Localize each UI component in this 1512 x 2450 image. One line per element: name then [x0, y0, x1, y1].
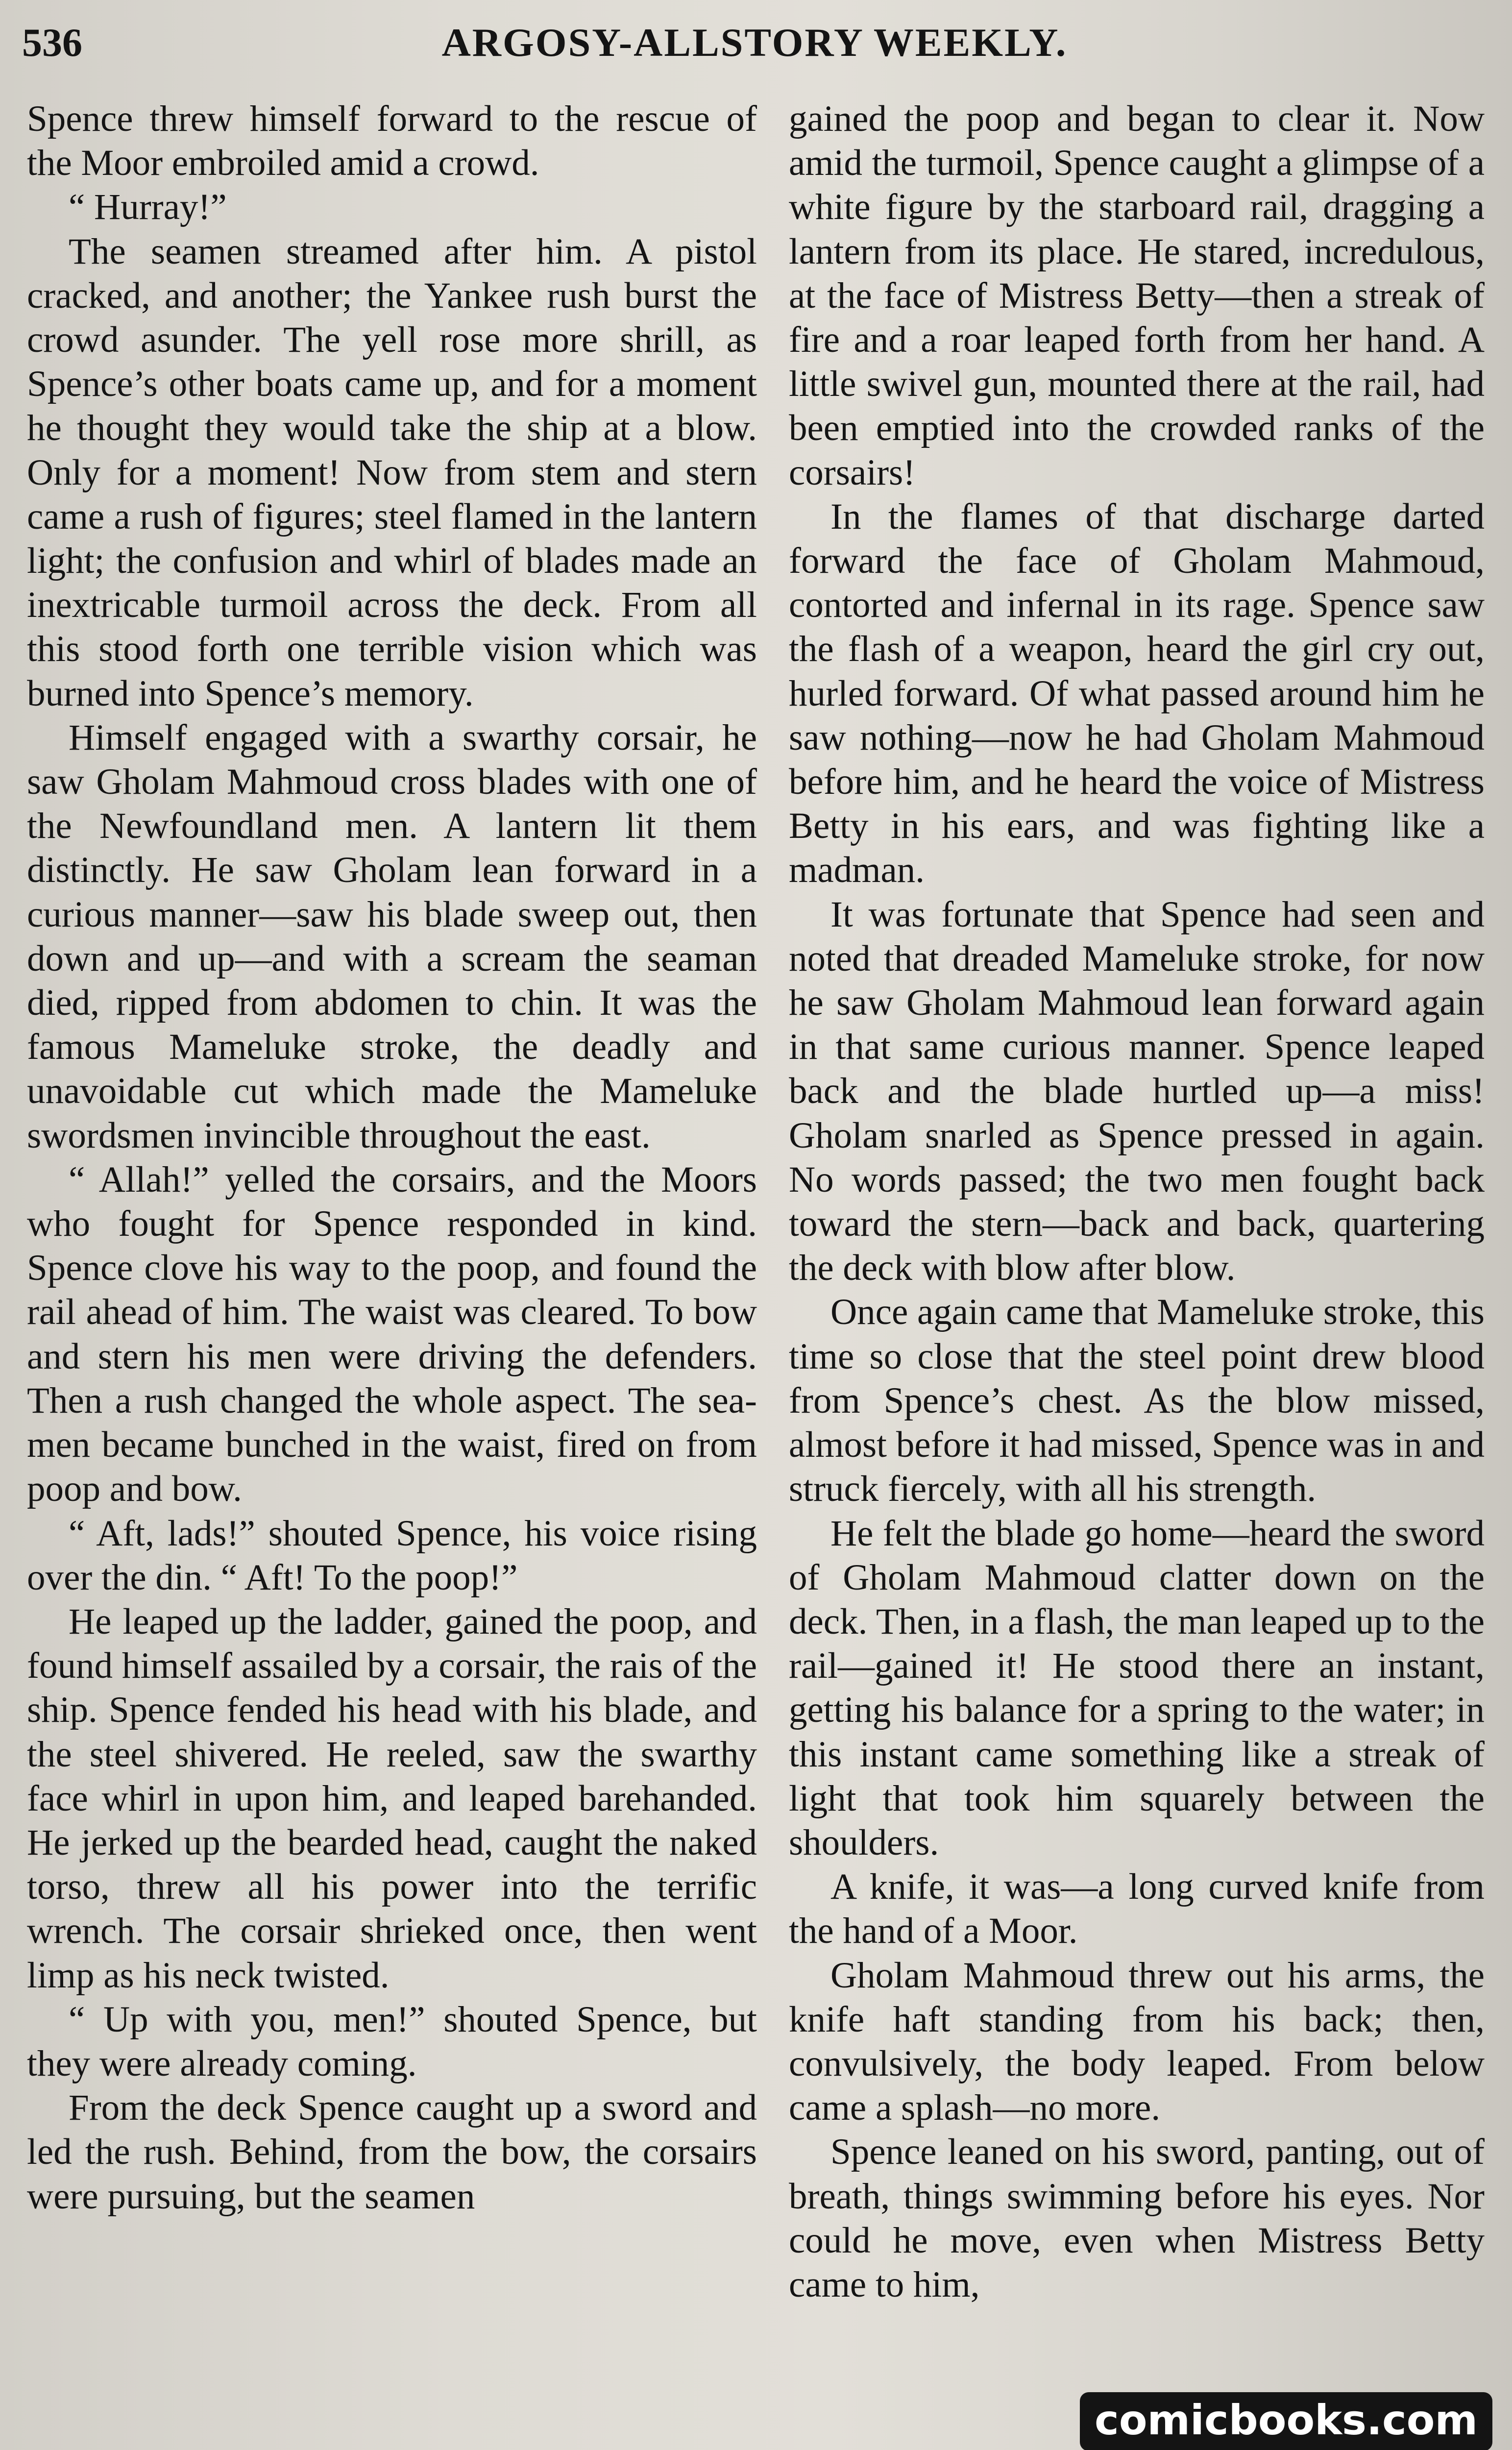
paragraph: A knife, it was—a long curved knife from the hand of a Moor. — [789, 1866, 1485, 1952]
right-column — [789, 97, 1485, 2429]
page-number: 536 — [22, 20, 82, 65]
paragraph: He leaped up the ladder, gained the poop, and found himself assailed by a corsair, the rais of the ship. Spence fended his head with his blade, and the steel shivered. He reeled, saw the swarthy face whirl in upon him, and leaped barehanded. He jerked up the bearded head, caught the naked torso, threw all his power into the terrific wrench. The corsair shrieked once, then went limp as his neck twisted. — [27, 1601, 757, 1996]
paragraph: The seamen streamed after him. A pistol cracked, and another; the Yankee rush burst the crowd asunder. The yell rose more shrill, as Spence’s other boats came up, and for a moment he thought they would take the ship at a blow. Only for a moment! Now from stem and stern came a rush of figures; steel flamed in the lantern light; the confusion and whirl of blades made an inextricable turmoil across the deck. From all this stood forth one terrible vision which was burned into Spence’s memory. — [27, 231, 757, 714]
paragraph: “ Allah!” yelled the corsairs, and the Moors who fought for Spence responded in kind. Spence clove his way to the poop, and found the rail ahead of him. The waist was cleared. To bow and stern his men were driving the defenders. Then a rush changed the whole aspect. The seamen became bunched in the waist, fired on from poop and bow. — [27, 1159, 757, 1510]
left-column — [27, 97, 757, 2429]
paragraph: From the deck Spence caught up a sword and led the rush. Behind, from the bow, the corsairs were pursuing, but the seamen — [27, 2087, 757, 2217]
paragraph: In the flames of that discharge darted forward the face of Gholam Mahmoud, contorted and infernal in its rage. Spence saw the flash of a weapon, heard the girl cry out, hurled forward. Of what passed around him he saw nothing—now he had Gholam Mahmoud before him, and he heard the voice of Mistress Betty in his ears, and was fighting like a madman. — [789, 496, 1485, 891]
paragraph: Spence threw himself forward to the rescue of the Moor embroiled amid a crowd. — [27, 98, 757, 184]
paragraph: “ Hurray!” — [69, 187, 227, 228]
paragraph: He felt the blade go home—heard the sword of Gholam Mahmoud clatter down on the deck. Then, in a flash, the man leaped up to the rail—gained it! He stood there an instant, getting his balance for a spring to the water; in this instant came something like a streak of light that took him squarely between the shoulders. — [789, 1513, 1485, 1863]
running-title: ARGOSY-ALLSTORY WEEKLY. — [441, 20, 1068, 65]
page-header — [22, 15, 1487, 83]
paragraph: gained the poop and began to clear it. Now amid the turmoil, Spence caught a glimpse of a white figure by the starboard rail, dragging a lantern from its place. He stared, incredulous, at the face of Mistress Betty—then a streak of fire and a roar leaped forth from her hand. A little swivel gun, mounted there at the rail, had been emptied into the crowded ranks of the corsairs! — [789, 98, 1485, 493]
paragraph: Gholam Mahmoud threw out his arms, the knife haft standing from his back; then, convulsively, the body leaped. From below came a splash—no more. — [789, 1955, 1485, 2129]
paragraph: Spence leaned on his sword, panting, out of breath, things swimming before his eyes. Nor could he move, even when Mistress Betty came to him, — [789, 2132, 1485, 2305]
paragraph: It was fortunate that Spence had seen and noted that dreaded Mameluke stroke, for now he saw Gholam Mahmoud lean forward again in that same curious manner. Spence leaped back and the blade hurtled up—a miss! Gholam snarled as Spence pressed in again. No words passed; the two men fought back toward the stern—back and back, quartering the deck with blow after blow. — [789, 894, 1485, 1289]
paragraph: Himself engaged with a swarthy corsair, he saw Gholam Mahmoud cross blades with one of the Newfoundland men. A lantern lit them distinctly. He saw Gholam lean forward in a curious manner—saw his blade sweep out, then down and up—and with a scream the seaman died, ripped from abdomen to chin. It was the famous Mameluke stroke, the deadly and unavoidable cut which made the Mameluke swordsmen invincible throughout the east. — [27, 717, 757, 1156]
watermark-logo: comicbooks.com — [1080, 2392, 1492, 2450]
paragraph: “ Up with you, men!” shouted Spence, but they were already coming. — [27, 1999, 757, 2084]
paragraph: Once again came that Mameluke stroke, this time so close that the steel point drew blood from Spence’s chest. As the blow missed, almost before it had missed, Spence was in and struck fiercely, with all his strength. — [789, 1292, 1485, 1510]
paragraph: “ Aft, lads!” shouted Spence, his voice rising over the din. “ Aft! To the poop!” — [27, 1513, 757, 1598]
